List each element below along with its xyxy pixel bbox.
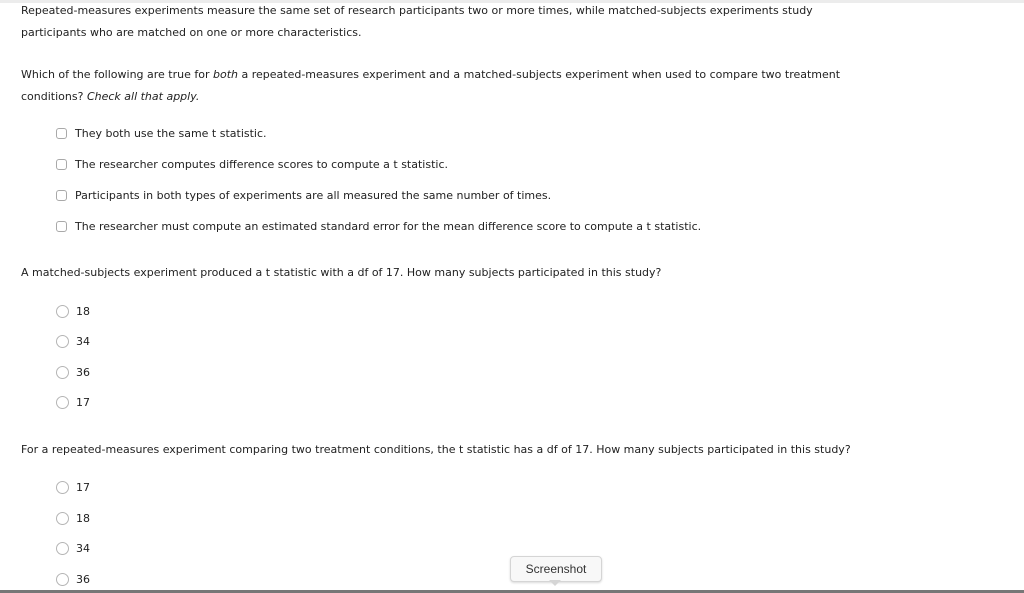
q1-instruction: Check all that apply. [86,90,200,103]
option-label: 34 [76,541,90,555]
q1-option-2[interactable] [56,157,448,171]
question-2-prompt: A matched-subjects experiment produced a t statistic with a df of 17. How many subjects participated in this study? [21,266,662,279]
checkbox[interactable] [56,221,67,232]
intro-line-2: participants who are matched on one or more characteristics. [21,26,362,39]
q2-option-2[interactable] [56,334,90,348]
q3-option-3[interactable] [56,541,90,555]
radio-button[interactable] [56,366,69,379]
q1-prompt-emphasis: both [213,68,238,81]
intro-text [21,0,1001,44]
q2-option-3[interactable] [56,365,90,379]
q2-option-4[interactable] [56,395,90,409]
radio-button[interactable] [56,512,69,525]
radio-button[interactable] [56,542,69,555]
q1-option-4[interactable] [56,219,701,233]
option-label: 36 [76,365,90,379]
q1-option-1[interactable] [56,126,267,140]
option-label: 17 [76,480,90,494]
radio-button[interactable] [56,573,69,586]
question-3-prompt: For a repeated-measures experiment comparing two treatment conditions, the t statistic has a df of 17. How many subjects participated in this study? [21,443,851,456]
radio-button[interactable] [56,481,69,494]
screenshot-tooltip [510,556,602,582]
q1-prompt-part-a: Which of the following are true for [21,68,213,81]
option-label: The researcher must compute an estimated standard error for the mean difference score to compute a t statistic. [75,219,702,233]
question-1-prompt [21,64,1001,108]
radio-button[interactable] [56,335,69,348]
checkbox[interactable] [56,159,67,170]
tooltip-label: Screenshot [525,562,587,576]
tooltip-arrow [549,580,561,586]
q3-option-1[interactable] [56,480,90,494]
q2-option-1[interactable] [56,304,90,318]
option-label: 17 [76,395,90,409]
intro-line-1: Repeated-measures experiments measure the same set of research participants two or more times, while matched-subjects experiments study [21,4,813,17]
checkbox[interactable] [56,128,67,139]
q1-prompt-part-b: a repeated-measures experiment and a matched-subjects experiment when used to compare two treatment [238,68,841,81]
q1-option-3[interactable] [56,188,551,202]
option-label: 18 [76,304,90,318]
radio-button[interactable] [56,396,69,409]
radio-button[interactable] [56,305,69,318]
option-label: They both use the same t statistic. [75,126,267,140]
option-label: 18 [76,511,90,525]
q1-prompt-part-c: conditions? [21,90,87,103]
q3-option-2[interactable] [56,511,90,525]
q3-option-4[interactable] [56,572,90,586]
option-label: 36 [76,572,90,586]
option-label: Participants in both types of experiments are all measured the same number of times. [75,188,552,202]
option-label: The researcher computes difference scores to compute a t statistic. [75,157,448,171]
checkbox[interactable] [56,190,67,201]
option-label: 34 [76,334,90,348]
